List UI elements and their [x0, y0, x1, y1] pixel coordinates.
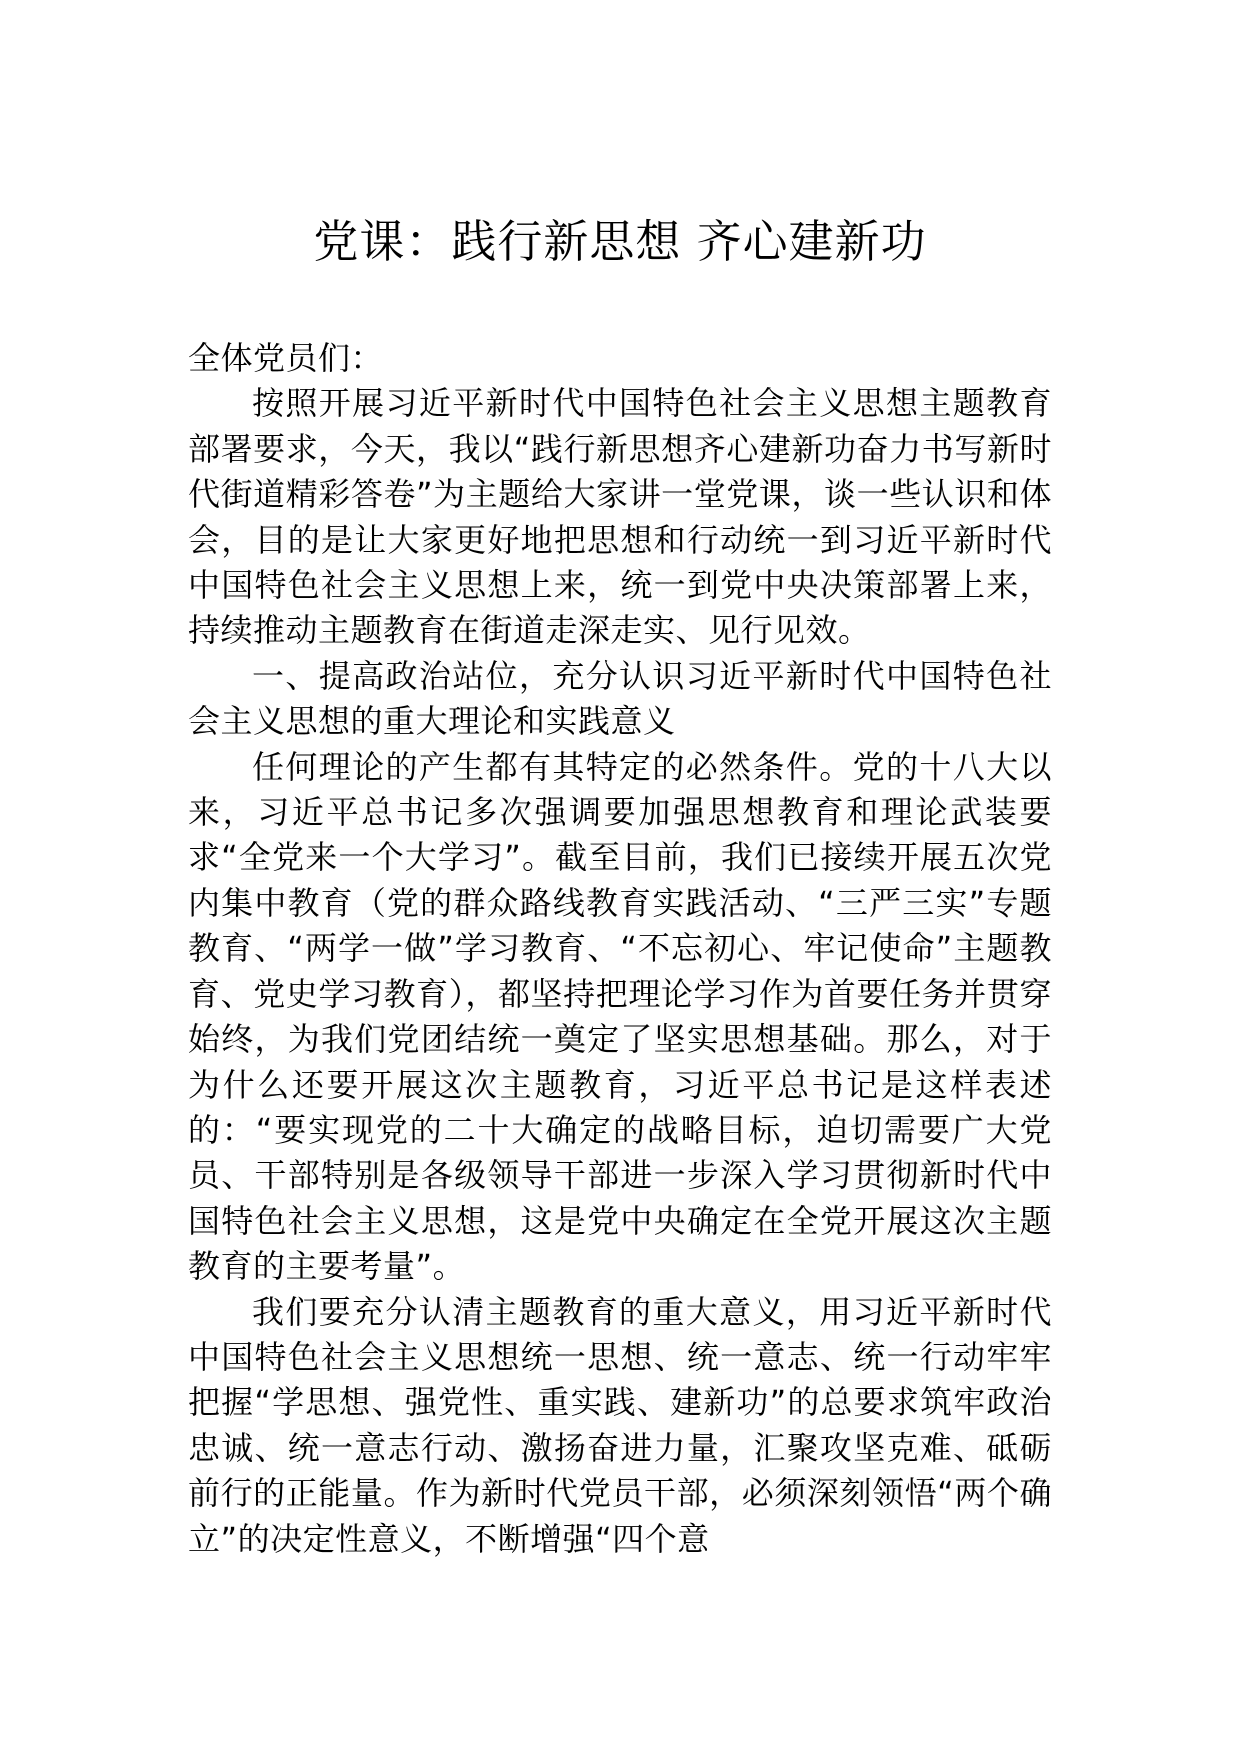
document-body [188, 336, 1052, 1562]
section-paragraph: 我们要充分认清主题教育的重大意义，用习近平新时代中国特色社会主义思想统一思想、统一意志、统一行动牢牢把握“学思想、强党性、重实践、建新功”的总要求筑牢政治忠诚、统一意志行动、激扬奋进力量，汇聚攻坚克难、砥砺前行的正能量。作为新时代党员干部，必须深刻领悟“两个确立”的决定性意义，不断增强“四个意 [188, 1292, 1052, 1558]
section-heading: 一、提高政治站位，充分认识习近平新时代中国特色社会主义思想的重大理论和实践意义 [188, 656, 1052, 741]
salutation: 全体党员们： [188, 339, 384, 377]
document-title: 党课：践行新思想 齐心建新功 [313, 215, 927, 268]
section-paragraph: 任何理论的产生都有其特定的必然条件。党的十八大以来，习近平总书记多次强调要加强思想教育和理论武装要求“全党来一个大学习”。截至目前，我们已接续开展五次党内集中教育（党的群众路线教育实践活动、“三严三实”专题教育、“两学一做”学习教育、“不忘初心、牢记使命”主题教育、党史学习教育），都坚持把理论学习作为首要任务并贯穿始终，为我们党团结统一奠定了坚实思想基础。那么，对于为什么还要开展这次主题教育，习近平总书记是这样表述的：“要实现党的二十大确定的战略目标，迫切需要广大党员、干部特别是各级领导干部进一步深入学习贯彻新时代中国特色社会主义思想，这是党中央确定在全党开展这次主题教育的主要考量”。 [188, 747, 1052, 1286]
intro-paragraph: 按照开展习近平新时代中国特色社会主义思想主题教育部署要求，今天，我以“践行新思想齐心建新功奋力书写新时代街道精彩答卷”为主题给大家讲一堂党课，谈一些认识和体会，目的是让大家更好地把思想和行动统一到习近平新时代中国特色社会主义思想上来，统一到党中央决策部署上来，持续推动主题教育在街道走深走实、见行见效。 [188, 384, 1052, 650]
